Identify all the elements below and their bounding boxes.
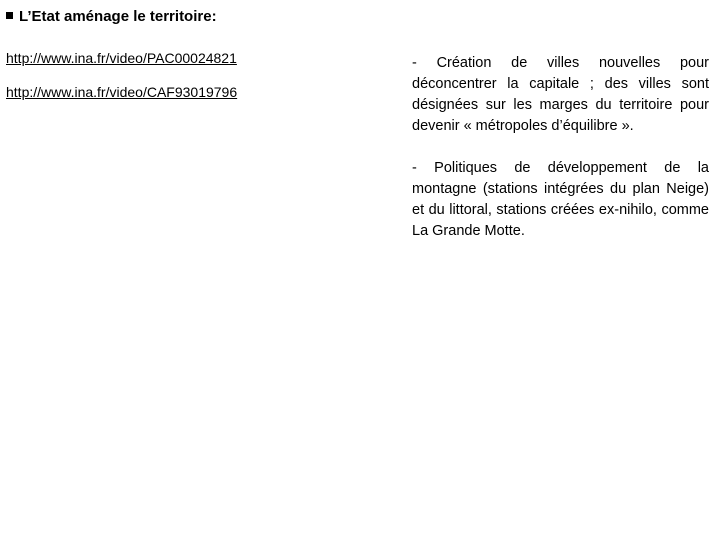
paragraph-villes-nouvelles: - Création de villes nouvelles pour déconcentrer la capitale ; des villes sont désignées sur les marges du territoire pour devenir « métropoles d’équilibre ». xyxy=(412,55,709,134)
video-link-1[interactable]: http://www.ina.fr/video/PAC00024821 xyxy=(6,50,237,66)
video-link-2[interactable]: http://www.ina.fr/video/CAF93019796 xyxy=(6,84,238,100)
heading-text: L’Etat aménage le territoire: xyxy=(19,8,217,25)
video-links xyxy=(6,50,306,118)
paragraph-montagne-littoral: - Politiques de développement de la montagne (stations intégrées du plan Neige) et du littoral, stations créées ex-nihilo, comme La Grande Motte. xyxy=(412,160,709,239)
section-heading xyxy=(6,8,217,25)
description-column xyxy=(412,53,709,263)
square-bullet-icon xyxy=(6,12,13,19)
